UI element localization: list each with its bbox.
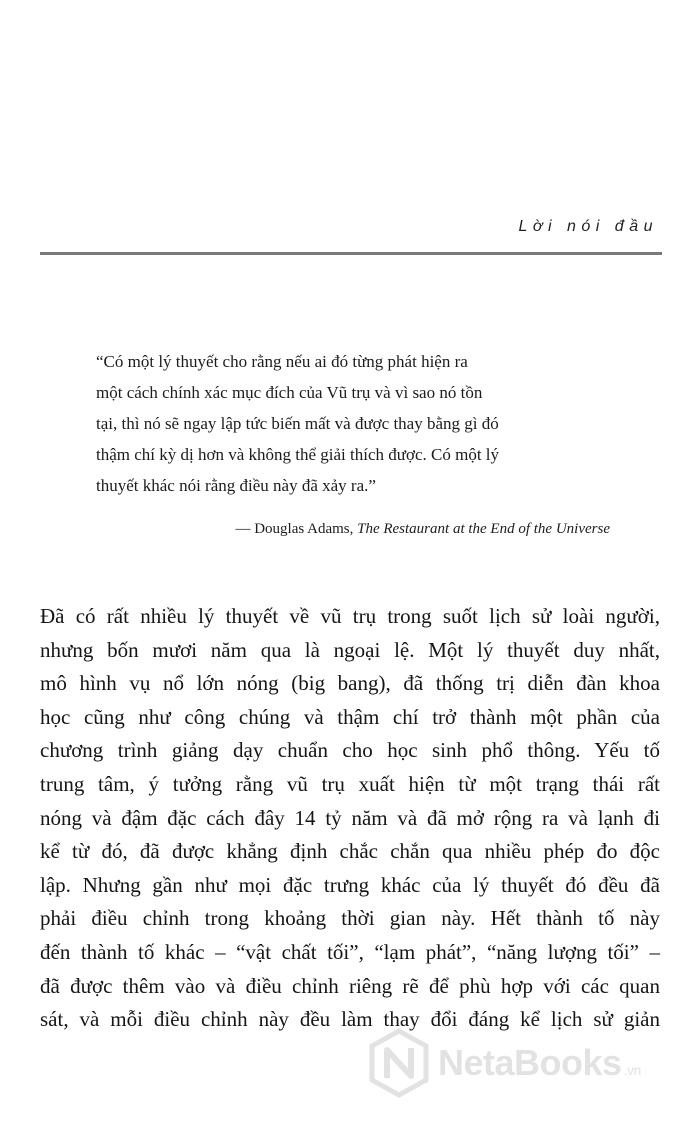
epigraph-line: “Có một lý thuyết cho rằng nếu ai đó từng phát hiện ra: [96, 352, 468, 371]
body-line: đến thành tố khác – “vật chất tối”, “lạm phát”, “năng lượng tối” –: [40, 939, 660, 964]
body-line: Đã có rất nhiều lý thuyết về vũ trụ trong suốt lịch sử loài người,: [40, 604, 660, 628]
attribution-author: — Douglas Adams,: [235, 521, 358, 537]
body-line: nhưng bốn mươi năm qua là ngoại lệ. Một lý thuyết duy nhất,: [40, 637, 660, 662]
epigraph-line: thuyết khác nói rằng điều này đã xảy ra.”: [96, 476, 376, 495]
body-line: chương trình giảng dạy chuẩn cho học sinh phổ thông. Yếu tố: [40, 738, 660, 763]
body-line: kể từ đó, đã được khẳng định chắc chắn qua nhiều phép đo độc: [40, 839, 660, 864]
netabooks-n-hexagon-icon: [368, 1028, 430, 1098]
body-line: học cũng như công chúng và thậm chí trở thành một phần của: [40, 704, 660, 729]
body-line: sát, và mỗi điều chỉnh này đều làm thay đổi đáng kể lịch sử giản: [40, 1007, 660, 1032]
body-line: phải điều chỉnh trong khoảng thời gian này. Hết thành tố này: [40, 906, 660, 931]
header-rule: [40, 252, 662, 255]
attribution-work-title: The Restaurant at the End of the Universe: [357, 521, 610, 537]
body-line: lập. Nhưng gần như mọi đặc trưng khác của lý thuyết đó đều đã: [40, 872, 660, 897]
epigraph-line: tại, thì nó sẽ ngay lập tức biến mất và được thay bằng gì đó: [96, 414, 499, 433]
body-line: nóng và đậm đặc cách đây 14 tỷ năm và đã mở rộng ra và lạnh đi: [40, 805, 660, 830]
body-line: trung tâm, ý tưởng rằng vũ trụ xuất hiện từ một trạng thái rất: [40, 771, 660, 796]
watermark: [368, 1018, 668, 1108]
watermark-brand: NetaBooks .vn: [438, 1042, 641, 1083]
watermark-suffix: .vn: [623, 1062, 641, 1078]
epigraph: [96, 346, 636, 501]
body-text: [40, 600, 660, 1037]
running-header: Lời nói đầu: [518, 218, 658, 235]
epigraph-line: một cách chính xác mục đích của Vũ trụ và vì sao nó tồn: [96, 383, 483, 402]
body-line: mô hình vụ nổ lớn nóng (big bang), đã thống trị diễn đàn khoa: [40, 671, 660, 696]
epigraph-attribution: [148, 521, 610, 538]
epigraph-line: thậm chí kỳ dị hơn và không thể giải thích được. Có một lý: [96, 445, 500, 464]
body-line: đã được thêm vào và điều chỉnh riêng rẽ để phù hợp với các quan: [40, 973, 660, 998]
